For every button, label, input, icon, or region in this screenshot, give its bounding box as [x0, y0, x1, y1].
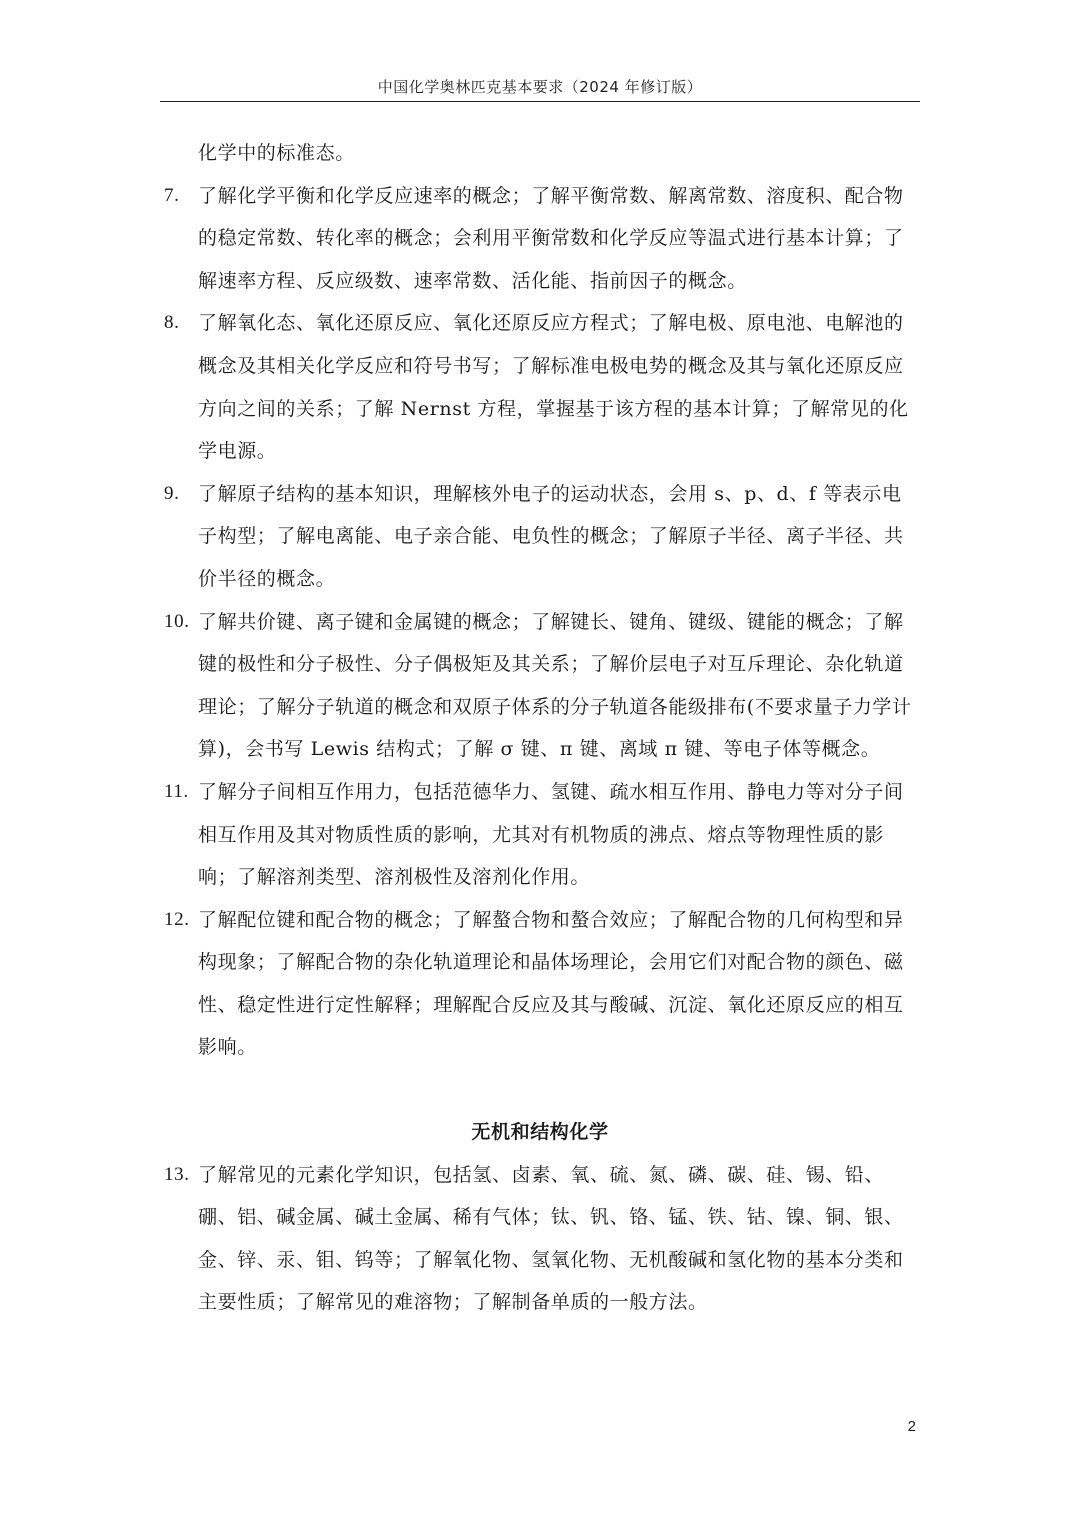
list-item-13	[160, 1154, 920, 1324]
list-item-7	[160, 175, 920, 303]
page-number: 2	[907, 1418, 916, 1435]
body-text	[160, 132, 920, 1324]
item-number: 10.	[164, 610, 190, 632]
paragraph-continuation	[160, 132, 920, 175]
item-number: 11.	[164, 780, 189, 802]
item-text: 了解配位键和配合物的概念；了解螯合物和螯合效应；了解配合物的几何构型和异构现象；了解配合物的杂化轨道理论和晶体场理论，会用它们对配合物的颜色、磁性、稳定性进行定性解释；理解配合反应及其与酸碱、沉淀、氧化还原反应的相互影响。	[198, 908, 904, 1059]
list-item-8	[160, 302, 920, 472]
header-rule	[160, 101, 920, 102]
item-number: 12.	[164, 908, 190, 930]
item-number: 8.	[164, 312, 180, 334]
item-text: 了解常见的元素化学知识，包括氢、卤素、氧、硫、氮、磷、碳、硅、锡、铅、硼、铝、碱金属、碱土金属、稀有气体；钛、钒、铬、锰、铁、钴、镍、铜、银、金、锌、汞、钼、钨等；了解氧化物、氢氧化物、无机酸碱和氢化物的基本分类和主要性质；了解常见的难溶物；了解制备单质的一般方法。	[198, 1163, 904, 1314]
list-item-11	[160, 771, 920, 899]
item-text: 了解共价键、离子键和金属键的概念；了解键长、键角、键级、键能的概念；了解键的极性和分子极性、分子偶极矩及其关系；了解价层电子对互斥理论、杂化轨道理论；了解分子轨道的概念和双原子体系的分子轨道各能级排布(不要求量子力学计算)，会书写 Lewis 结构式；了解 σ 键、π 键、离域 π 键、等电子体等概念。	[198, 610, 912, 761]
item-text: 化学中的标准态。	[198, 142, 355, 164]
item-number: 9.	[164, 482, 180, 504]
item-text: 了解氧化态、氧化还原反应、氧化还原反应方程式；了解电极、原电池、电解池的概念及其相关化学反应和符号书写；了解标准电极电势的概念及其与氧化还原反应方向之间的关系；了解 Nernst 方程，掌握基于该方程的基本计算；了解常见的化学电源。	[198, 312, 909, 463]
running-header: 中国化学奥林匹克基本要求（2024 年修订版）	[377, 78, 703, 96]
list-item-9	[160, 473, 920, 601]
item-text: 了解原子结构的基本知识，理解核外电子的运动状态，会用 s、p、d、f 等表示电子构型；了解电离能、电子亲合能、电负性的概念；了解原子半径、离子半径、共价半径的概念。	[198, 482, 904, 590]
item-number: 13.	[164, 1163, 190, 1185]
list-item-10	[160, 601, 920, 771]
item-number: 7.	[164, 184, 180, 206]
list-item-12	[160, 899, 920, 1069]
item-text: 了解化学平衡和化学反应速率的概念；了解平衡常数、解离常数、溶度积、配合物的稳定常数、转化率的概念；会利用平衡常数和化学反应等温式进行基本计算；了解速率方程、反应级数、速率常数、活化能、指前因子的概念。	[198, 184, 904, 292]
item-text: 了解分子间相互作用力，包括范德华力、氢键、疏水相互作用、静电力等对分子间相互作用及其对物质性质的影响，尤其对有机物质的沸点、熔点等物理性质的影响；了解溶剂类型、溶剂极性及溶剂化作用。	[198, 780, 904, 889]
section-title: 无机和结构化学	[471, 1121, 609, 1144]
